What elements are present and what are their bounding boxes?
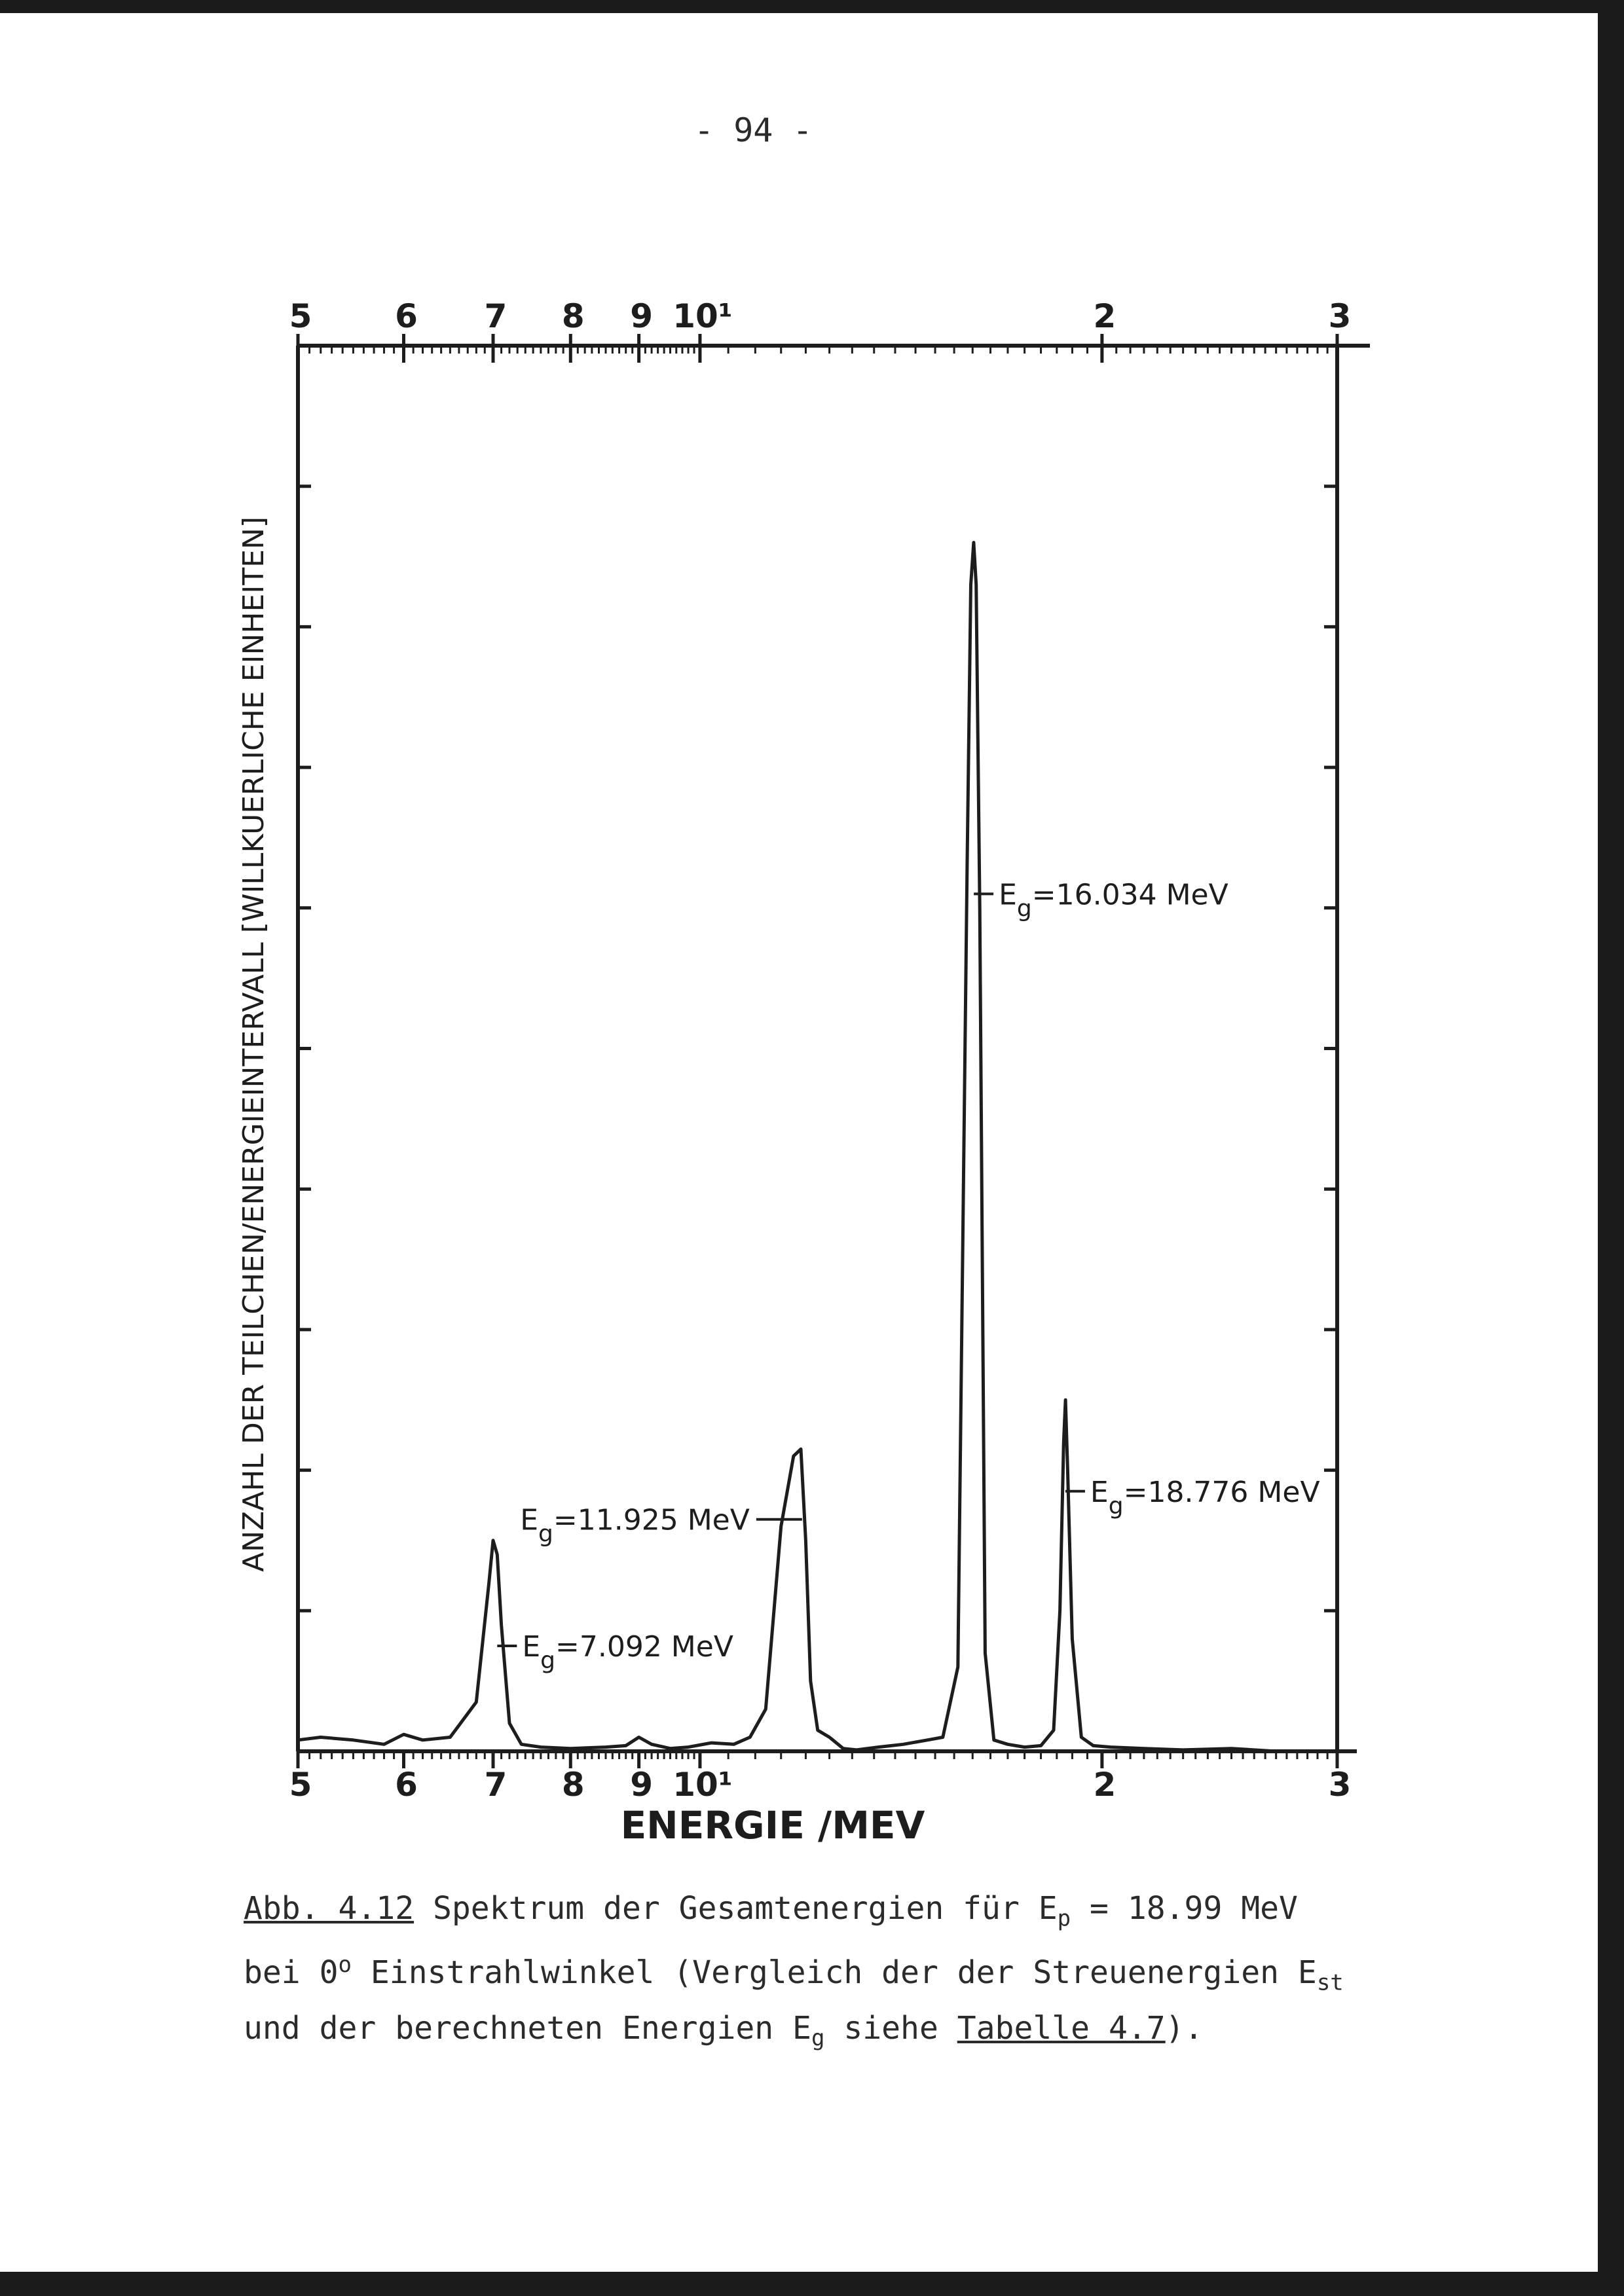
- caption-sub-st: st: [1316, 1969, 1344, 1996]
- x-axis-label: ENERGIE /MEV: [620, 1803, 925, 1848]
- x-axis-top: [289, 297, 1352, 363]
- peak-label: $E_g=11.925$ MeV: [520, 1503, 750, 1548]
- x-tick-label: 10¹: [673, 1766, 733, 1804]
- y-axis-ticks: [298, 346, 1337, 1611]
- y-axis-label: ANZAHL DER TEILCHEN/ENERGIEINTERVALL [WILLKUERLICHE EINHEITEN]: [237, 516, 270, 1573]
- peak-label: $E_g=16.034$ MeV: [999, 878, 1228, 922]
- caption-sub-g: g: [811, 2025, 825, 2052]
- caption-text-3: und der berechneten Energien E: [244, 2010, 811, 2047]
- x-tick-label-top: 6: [395, 297, 418, 335]
- x-tick-label-top: 8: [561, 297, 585, 335]
- chart-frame: [298, 346, 1370, 1751]
- caption-line-2: [244, 1942, 1514, 2006]
- x-tick-label-top: 3: [1328, 297, 1352, 335]
- x-tick-label-top: 2: [1093, 297, 1116, 335]
- caption-text-2b: Einstrahlwinkel (Vergleich der der Streuenergien E: [370, 1954, 1317, 1991]
- caption-text-3c: ).: [1165, 2010, 1204, 2047]
- x-axis-bottom: [289, 1751, 1352, 1804]
- page-number: - 94 -: [694, 111, 813, 149]
- x-tick-label-top: 9: [630, 297, 654, 335]
- caption-line-1: [244, 1886, 1514, 1942]
- x-tick-label: 2: [1093, 1766, 1116, 1804]
- x-tick-label: 6: [395, 1766, 418, 1804]
- caption-line-3: [244, 2005, 1514, 2062]
- caption-text-1: Spektrum der Gesamtenergien für E: [433, 1890, 1058, 1927]
- x-tick-label-top: 7: [484, 297, 507, 335]
- x-tick-label: 3: [1328, 1766, 1352, 1804]
- caption-sub-p: p: [1057, 1905, 1071, 1932]
- table-link[interactable]: Tabelle 4.7: [957, 2010, 1166, 2047]
- peak-annotations: [497, 878, 1320, 1674]
- spectrum-line: [298, 543, 1337, 1751]
- x-tick-label-top: 10¹: [673, 297, 733, 335]
- x-tick-label-top: 5: [289, 297, 312, 335]
- caption-text-1b: = 18.99 MeV: [1090, 1890, 1298, 1927]
- caption-sup-deg: o: [338, 1951, 352, 1978]
- x-tick-label: 5: [289, 1766, 312, 1804]
- figure-caption: [244, 1886, 1514, 2062]
- x-tick-label: 8: [561, 1766, 585, 1804]
- figure-ref: Abb. 4.12: [244, 1890, 415, 1927]
- x-tick-label: 7: [484, 1766, 507, 1804]
- peak-label: $E_g=7.092$ MeV: [522, 1630, 733, 1674]
- x-tick-label: 9: [630, 1766, 654, 1804]
- caption-text-2: bei 0: [244, 1954, 339, 1991]
- caption-text-3b: siehe: [843, 2010, 938, 2047]
- peak-label: $E_g=18.776$ MeV: [1090, 1475, 1320, 1520]
